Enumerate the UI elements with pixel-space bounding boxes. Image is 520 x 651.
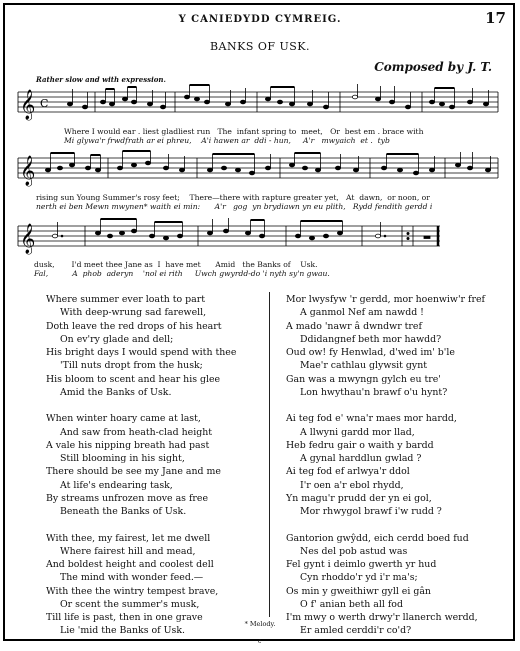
verse-line: Where summer ever loath to part — [46, 294, 205, 305]
verse-line: A mado 'nawr â dwndwr tref — [286, 320, 422, 332]
footnote: * Melody. — [244, 620, 276, 628]
music-staff-1 — [0, 84, 520, 126]
verse-line: And boldest height and coolest dell — [46, 559, 214, 570]
verse-line: At life's endearing task, — [60, 479, 173, 491]
verse-line: Lon hwythau'n brawf o'u hynt? — [300, 386, 448, 398]
verse-line: Os min y gweithiwr gyll ei gân — [286, 585, 431, 597]
verse-line: A vale his nipping breath had past — [46, 439, 210, 451]
composer-credit: Composed by J. T. — [374, 60, 492, 74]
verse-line: I'r oen a'r ebol rhydd, — [300, 479, 404, 491]
verse-line: Mae'r cathlau glywsit gynt — [300, 360, 428, 372]
verse-line: Yn magu'r prudd der yn ei gol, — [286, 492, 432, 504]
treble-clef-icon: 𝄞 — [20, 90, 36, 120]
verse-line: A ganmol Nef am nawdd ! — [300, 307, 424, 319]
tempo-marking: Rather slow and with expression. — [36, 75, 166, 84]
song-title: BANKS OF USK. — [209, 40, 311, 53]
verse-line: Amid the Banks of Usk. — [60, 386, 172, 398]
music-staff-2 — [0, 150, 520, 192]
treble-clef-icon: 𝄞 — [20, 156, 36, 186]
lyrics-line-3-welsh: Fal, A phob aderyn 'nol ei rith Uwch gwyrdd-do 'i nyth sy'n gwau. — [34, 269, 330, 278]
verse-line: There should be see my Jane and me — [46, 466, 221, 478]
page-number: 17 — [485, 9, 506, 27]
verse-line: Gantorion gwŷdd, eich cerdd boed fud — [286, 532, 469, 544]
verse-line: Gan was a mwyngn gylch eu tre' — [286, 373, 441, 385]
english-verses — [46, 293, 261, 651]
verse-line: On ev'ry glade and dell; — [60, 333, 174, 345]
lyrics-line-1-welsh: Mi glywa'r frwdfrath ar ei phreu, A'i hawen ar ddi - hun, A'r mwyaich et . tyb — [64, 136, 390, 145]
verse-line: When winter hoary came at last, — [46, 413, 201, 425]
verse-line: His bright days I would spend with thee — [46, 347, 237, 358]
verse-line: Heb fedru gair o waith y bardd — [286, 439, 434, 451]
verse-line: A llwyni gardd mor llad, — [300, 426, 415, 438]
signature-mark: c — [258, 638, 262, 645]
verse-line: Beneath the Banks of Usk. — [60, 506, 187, 517]
english-stanza-1 — [46, 293, 261, 399]
verse-line: 'Till nuts dropt from the husk; — [60, 360, 203, 372]
verse-line: Till life is past, then in one grave — [46, 612, 203, 623]
lyrics-line-2-english: rising sun Young Summer's rosy feet; There—there with rapture greater yet, At dawn, or noon, or — [36, 193, 430, 202]
verse-line: Cyn rhoddo'r yd i'r ma's; — [300, 572, 418, 584]
treble-clef-icon: 𝄞 — [20, 224, 36, 254]
verse-line: His bloom to scent and hear his glee — [46, 373, 221, 385]
svg-text:C: C — [40, 97, 49, 110]
music-staff-3 — [0, 218, 520, 260]
verse-line: O f' anian beth all fod — [300, 598, 403, 610]
verse-line: Ai teg fod e' wna'r maes mor hardd, — [286, 413, 457, 425]
verse-line: Doth leave the red drops of his heart — [46, 320, 222, 332]
verse-line: Still blooming in his sight, — [60, 453, 185, 464]
verse-line: With thee, my fairest, let me dwell — [46, 532, 211, 544]
verse-line: A gynal harddlun gwlad ? — [300, 453, 422, 464]
welsh-stanza-1 — [286, 293, 506, 399]
verse-line: Ddidangnef beth mor hawdd? — [300, 333, 442, 345]
lyrics-line-3-english: dusk, I'd meet thee Jane as I have met Amid the Banks of Usk. — [34, 260, 318, 269]
verse-line: Mor rhwygol brawf i'w rudd ? — [300, 506, 442, 517]
english-stanza-2 — [46, 412, 261, 518]
verse-line: With thee the wintry tempest brave, — [46, 585, 219, 597]
verse-line: Lie 'mid the Banks of Usk. — [60, 625, 185, 637]
verse-line: Oud ow! fy Henwlad, d'wed im' b'le — [286, 347, 455, 358]
verse-line: Er amled cerddi'r co'd? — [300, 625, 412, 637]
verse-line: The mind with wonder feed.— — [60, 572, 204, 584]
verse-line: I'm mwy o werth drwy'r llanerch werdd, — [286, 612, 478, 623]
verse-line: Fel gynt i deimlo gwerth yr hud — [286, 559, 437, 570]
welsh-verses — [286, 293, 506, 651]
verse-line: With deep-wrung sad farewell, — [60, 307, 207, 319]
lyrics-line-2-welsh: nerth ei ben Mewn mwynen* waith ei min: A'r gog yn brydiawn yn eu plith, Rydd fendith gerdd i — [36, 202, 433, 211]
column-divider — [269, 292, 270, 617]
verse-line: Ai teg fod ef arlwya'r ddol — [286, 466, 410, 478]
welsh-stanza-2 — [286, 412, 506, 518]
verse-line: Nes del pob astud was — [300, 545, 408, 557]
verse-line: Or scent the summer's musk, — [60, 598, 200, 610]
verse-line: By streams unfrozen move as free — [46, 492, 209, 504]
running-title: Y CANIEDYDD CYMREIG. — [178, 14, 342, 25]
verse-line: And saw from heath-clad height — [60, 426, 213, 438]
verse-line: Where fairest hill and mead, — [60, 545, 196, 557]
lyrics-line-1-english: Where I would ear . liest gladliest run The infant spring to meet, Or best em . brace with — [64, 127, 424, 136]
verse-line: Mor lwysfyw 'r gerdd, mor hoenwiw'r fref — [286, 294, 485, 305]
